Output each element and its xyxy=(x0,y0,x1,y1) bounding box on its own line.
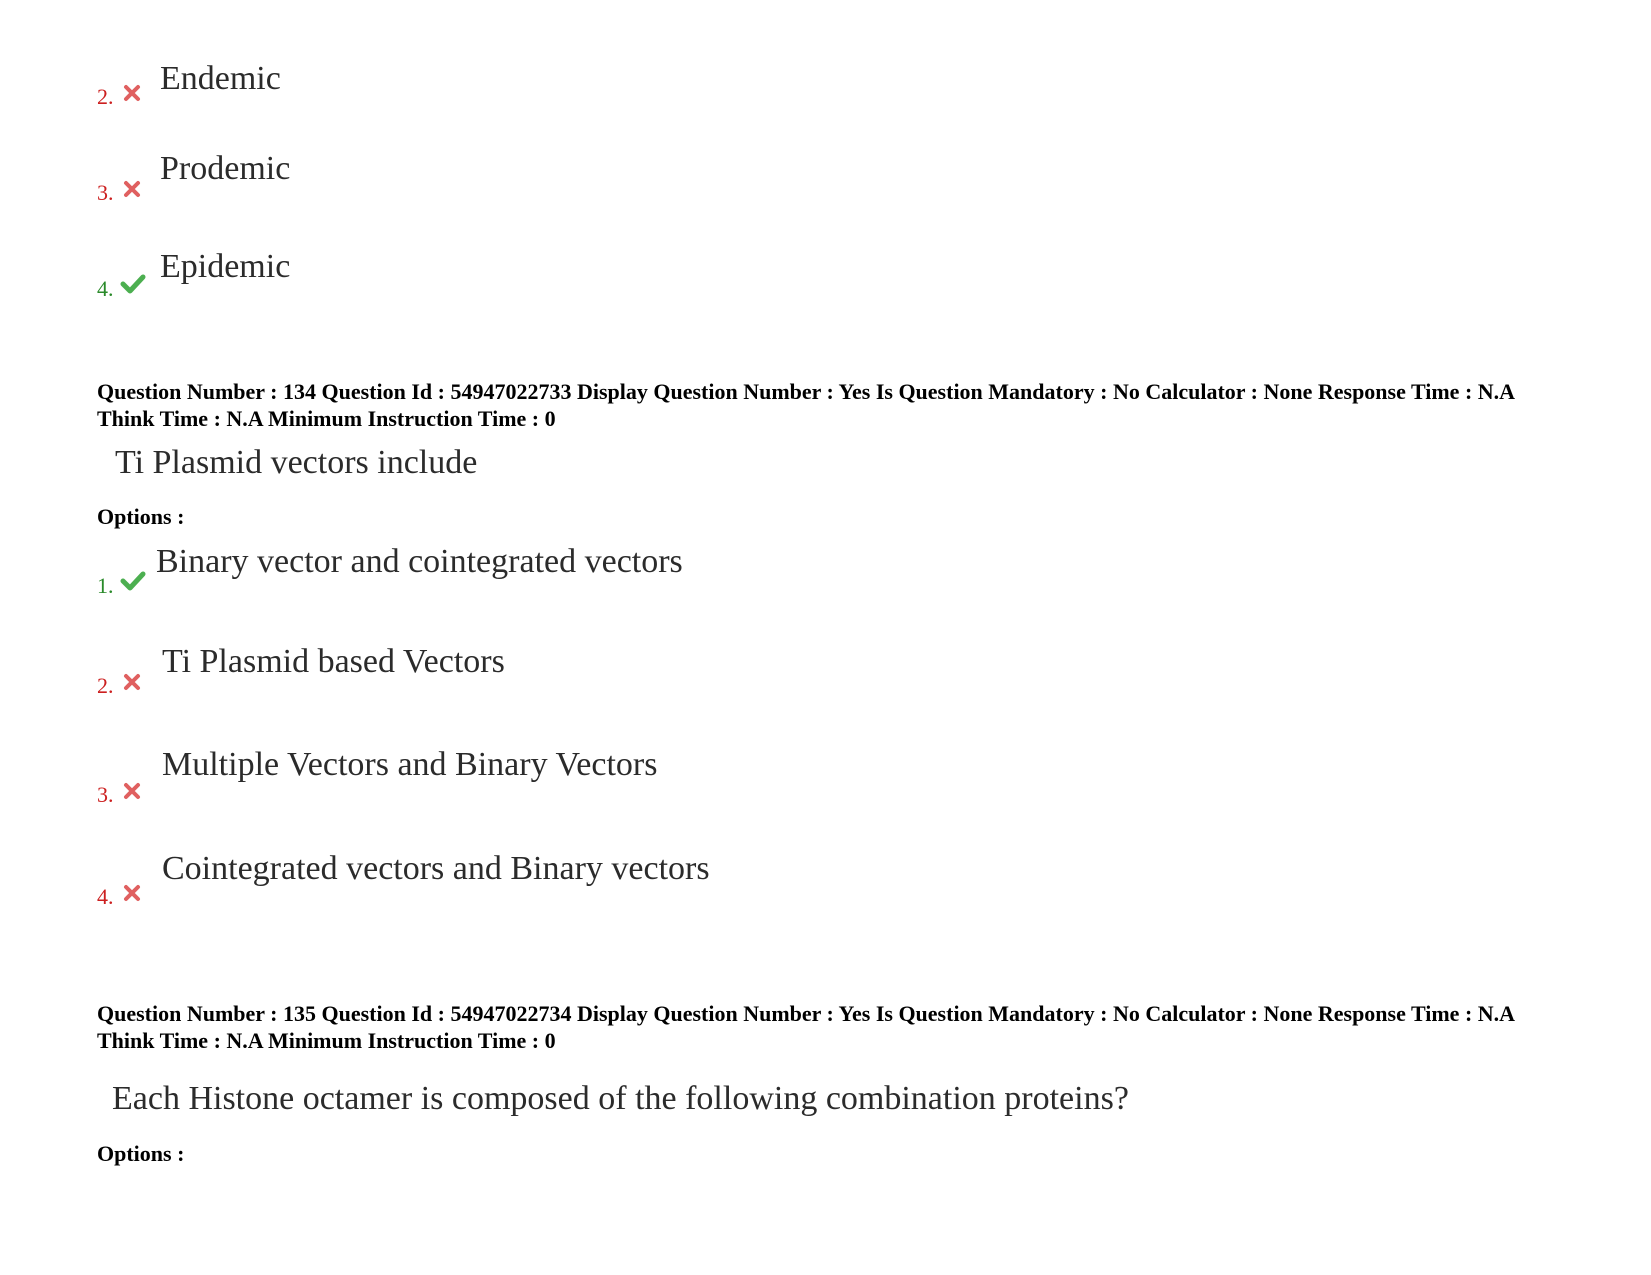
options-label: Options : xyxy=(97,1141,185,1166)
question-134-text: Ti Plasmid vectors include xyxy=(115,444,478,481)
cross-icon xyxy=(120,671,146,695)
question-135-header: Question Number : 135 Question Id : 54947022734 Display Question Number : Yes Is Question Mandatory : No Calculator : None Response Time : N.A Think Time : N.A Minimum Instruction Time : 0 xyxy=(97,1001,1514,1053)
option-text: Ti Plasmid based Vectors xyxy=(162,643,505,680)
option-text: Prodemic xyxy=(160,150,291,187)
option-2 xyxy=(0,62,1000,122)
option-text: Binary vector and cointegrated vectors xyxy=(156,543,683,580)
option-3 xyxy=(0,748,1000,808)
check-icon xyxy=(120,569,146,593)
option-4 xyxy=(0,248,1000,308)
option-2 xyxy=(0,645,1000,705)
option-number: 4. xyxy=(97,884,114,909)
option-number: 2. xyxy=(97,84,114,109)
question-134-header: Question Number : 134 Question Id : 54947022733 Display Question Number : Yes Is Question Mandatory : No Calculator : None Response Time : N.A Think Time : N.A Minimum Instruction Time : 0 xyxy=(97,379,1514,431)
cross-icon xyxy=(120,82,146,106)
option-text: Cointegrated vectors and Binary vectors xyxy=(162,850,710,887)
question-135-text: Each Histone octamer is composed of the following combination proteins? xyxy=(112,1080,1129,1117)
check-icon xyxy=(120,272,146,296)
option-text: Endemic xyxy=(160,60,281,97)
option-4 xyxy=(0,852,1000,912)
option-text: Multiple Vectors and Binary Vectors xyxy=(162,746,658,783)
option-number: 3. xyxy=(97,782,114,807)
option-text: Epidemic xyxy=(160,248,291,285)
option-number: 3. xyxy=(97,180,114,205)
options-label: Options : xyxy=(97,504,185,529)
cross-icon xyxy=(120,178,146,202)
cross-icon xyxy=(120,882,146,906)
option-1 xyxy=(0,545,1000,605)
option-3 xyxy=(0,152,1000,212)
cross-icon xyxy=(120,780,146,804)
option-number: 2. xyxy=(97,673,114,698)
option-number: 4. xyxy=(97,276,114,301)
option-number: 1. xyxy=(97,573,114,598)
